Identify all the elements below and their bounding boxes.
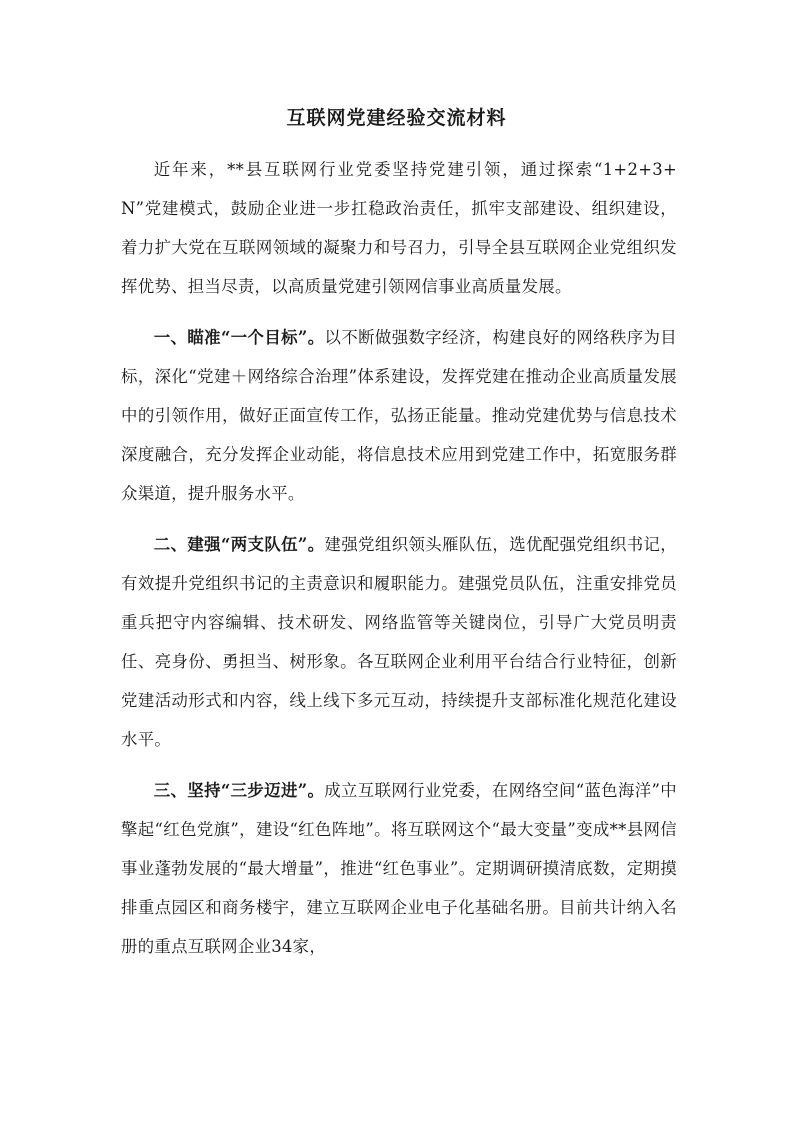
document-title: 互联网党建经验交流材料 (286, 107, 507, 129)
section-three-heading: 三、坚持“三步迈进”。 (153, 781, 325, 800)
section-two-paragraph (121, 525, 677, 759)
document-body (121, 150, 677, 966)
intro-paragraph (121, 150, 677, 306)
section-one-paragraph (121, 318, 677, 513)
section-three-paragraph (121, 771, 677, 966)
section-two-heading: 二、建强“两支队伍”。 (153, 535, 325, 554)
section-three-text: 成立互联网行业党委，在网络空间“蓝色海洋”中擎起“红色党旗”，建设“红色阵地”。将互联网这个“最大变量”变成**县网信事业蓬勃发展的“最大增量”，推进“红色事业”。定期调研摸清底数，定期摸排重点园区和商务楼宇，建立互联网企业电子化基础名册。目前共计纳入名册的重点互联网企业34家， (121, 781, 677, 956)
section-one-text: 以不断做强数字经济，构建良好的网络秩序为目标，深化“党建＋网络综合治理”体系建设，发挥党建在推动企业高质量发展中的引领作用，做好正面宣传工作，弘扬正能量。推动党建优势与信息技术深度融合，充分发挥企业动能，将信息技术应用到党建工作中，拓宽服务群众渠道，提升服务水平。 (121, 328, 677, 503)
section-two-text: 建强党组织领头雁队伍，选优配强党组织书记，有效提升党组织书记的主责意识和履职能力。建强党员队伍，注重安排党员重兵把守内容编辑、技术研发、网络监管等关键岗位，引导广大党员明责任、亮身份、勇担当、树形象。各互联网企业利用平台结合行业特征，创新党建活动形式和内容，线上线下多元互动，持续提升支部标准化规范化建设水平。 (121, 535, 677, 749)
paragraph-text: 近年来，**县互联网行业党委坚持党建引领，通过探索“1+2+3+N”党建模式，鼓励企业进一步扛稳政治责任，抓牢支部建设、组织建设，着力扩大党在互联网领域的凝聚力和号召力，引导全县互联网企业党组织发挥优势、担当尽责，以高质量党建引领网信事业高质量发展。 (121, 160, 677, 296)
section-one-heading: 一、瞄准“一个目标”。 (153, 328, 325, 347)
